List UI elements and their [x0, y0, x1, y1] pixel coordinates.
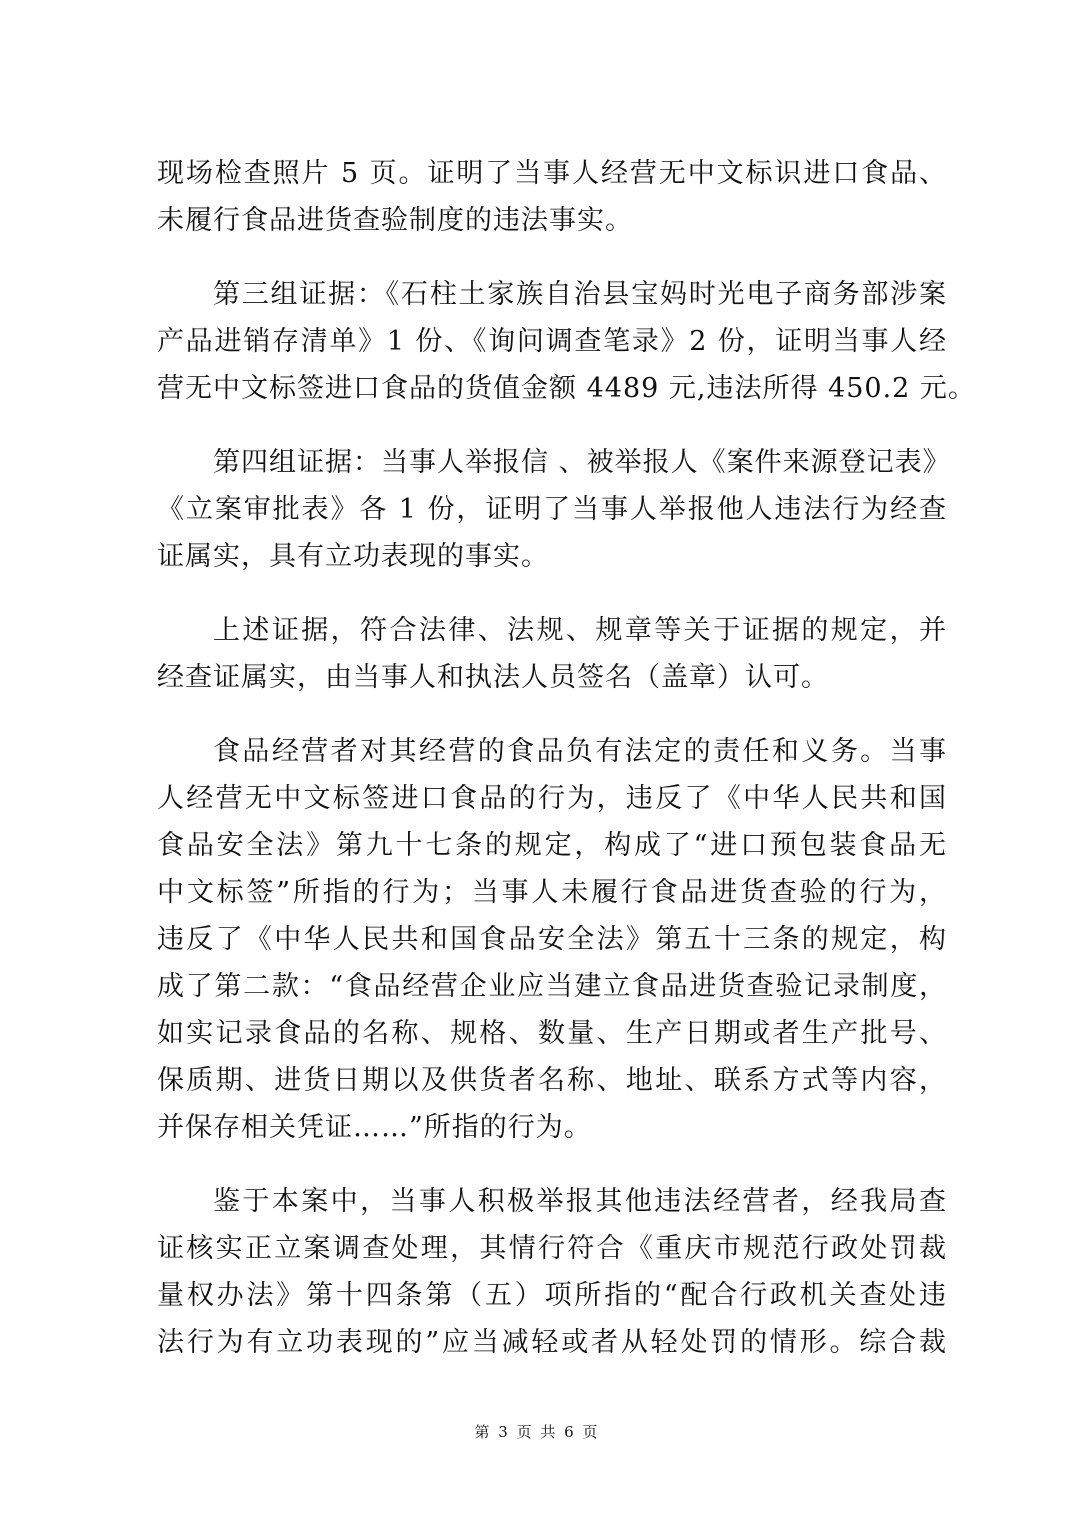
paragraph-6	[157, 1178, 947, 1366]
text-line: 第三组证据：《石柱土家族自治县宝妈时光电子商务部涉案	[213, 279, 947, 310]
paragraph-5	[157, 728, 947, 1151]
paragraph-2	[157, 271, 976, 412]
text-line: 人经营无中文标签进口食品的行为，违反了《中华人民共和国	[157, 783, 947, 814]
text-line: 量权办法》第十四条第（五）项所指的“配合行政机关查处违	[157, 1280, 947, 1311]
text-line: 上述证据，符合法律、法规、规章等关于证据的规定，并	[213, 615, 947, 646]
text-line: 未履行食品进货查验制度的违法事实。	[157, 205, 633, 236]
text-line: 《立案审批表》各 1 份，证明了当事人举报他人违法行为经查	[157, 494, 947, 525]
paragraph-4	[157, 607, 947, 701]
text-line: 如实记录食品的名称、规格、数量、生产日期或者生产批号、	[157, 1018, 947, 1049]
text-line: 鉴于本案中，当事人积极举报其他违法经营者，经我局查	[213, 1186, 947, 1217]
text-line: 中文标签”所指的行为；当事人未履行食品进货查验的行为，	[157, 877, 947, 908]
text-line: 营无中文标签进口食品的货值金额 4489 元,违法所得 450.2 元。	[157, 373, 976, 404]
text-line: 并保存相关凭证……”所指的行为。	[157, 1112, 592, 1143]
text-line: 现场检查照片 5 页。证明了当事人经营无中文标识进口食品、	[157, 158, 947, 189]
text-line: 证核实正立案调查处理，其情行符合《重庆市规范行政处罚裁	[157, 1233, 947, 1264]
paragraph-3	[157, 439, 951, 580]
text-line: 第四组证据：当事人举报信 、被举报人《案件来源登记表》	[213, 447, 951, 478]
text-line: 经查证属实，由当事人和执法人员签名（盖章）认可。	[157, 662, 829, 693]
text-line: 食品经营者对其经营的食品负有法定的责任和义务。当事	[213, 736, 947, 767]
text-line: 保质期、进货日期以及供货者名称、地址、联系方式等内容，	[157, 1065, 947, 1096]
document-body	[157, 150, 976, 1366]
text-line: 产品进销存清单》1 份、《询问调查笔录》2 份，证明当事人经	[157, 326, 947, 357]
text-line: 证属实，具有立功表现的事实。	[157, 541, 549, 572]
paragraph-1	[157, 150, 947, 244]
text-line: 法行为有立功表现的”应当减轻或者从轻处罚的情形。综合裁	[157, 1327, 947, 1358]
text-line: 成了第二款：“食品经营企业应当建立食品进货查验记录制度，	[157, 971, 947, 1002]
text-line: 食品安全法》第九十七条的规定，构成了“进口预包装食品无	[157, 830, 947, 861]
text-line: 违反了《中华人民共和国食品安全法》第五十三条的规定，构	[157, 924, 947, 955]
page-footer: 第 3 页 共 6 页	[474, 1423, 600, 1441]
